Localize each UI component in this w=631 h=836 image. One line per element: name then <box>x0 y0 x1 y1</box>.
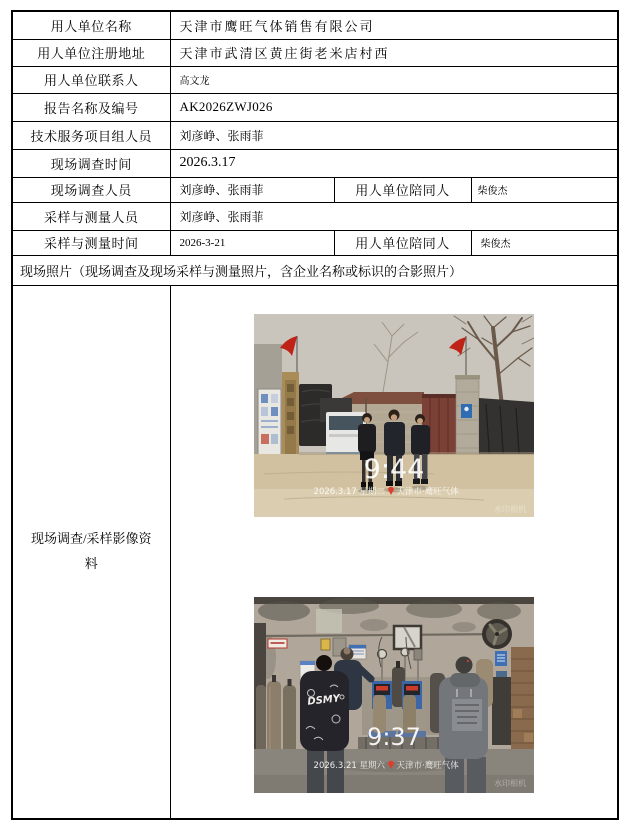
employer-contact-value: 高文龙 <box>170 66 618 93</box>
table-row <box>12 230 618 255</box>
survey-date-value: 2026.3.17 <box>170 149 618 177</box>
employer-name-value: 天津市鹰旺气体销售有限公司 <box>170 11 618 39</box>
table-row <box>12 66 618 93</box>
media-cell <box>170 285 618 819</box>
survey-staff-value: 刘彦峥、张雨菲 <box>170 177 334 202</box>
site-photo-gate <box>254 314 534 517</box>
media-row-label: 现场调查/采样影像资料 <box>12 285 170 819</box>
photo-watermark: 水印相机 <box>493 504 526 514</box>
employer-contact-label: 用人单位联系人 <box>12 66 170 93</box>
report-number-value: AK2026ZWJ026 <box>170 93 618 121</box>
photo-location: 天津市·鹰旺气体 <box>396 486 459 497</box>
escort-value-2: 柴俊杰 <box>471 230 618 255</box>
ground-near <box>254 489 534 517</box>
sampling-staff-value: 刘彦峥、张雨菲 <box>170 202 618 230</box>
table-row <box>12 149 618 177</box>
photos-section-header: 现场照片（现场调查及现场采样与测量照片，含企业名称或标识的合影照片） <box>12 255 618 285</box>
employer-name-label: 用人单位名称 <box>12 11 170 39</box>
photo-timestamp: 9:37 <box>366 722 421 751</box>
sampling-staff-label: 采样与测量人员 <box>12 202 170 230</box>
escort-label-1: 用人单位陪同人 <box>334 177 471 202</box>
table-row <box>12 93 618 121</box>
table-row <box>12 285 618 819</box>
site-survey-table <box>11 10 619 820</box>
table-row <box>12 255 618 285</box>
report-number-label: 报告名称及编号 <box>12 93 170 121</box>
fan-icon <box>482 619 512 649</box>
photo-stack <box>171 286 618 793</box>
photo-date: 2026.3.17 星期二 <box>313 486 385 497</box>
employer-address-value: 天津市武清区黄庄街老米店村西 <box>170 39 618 66</box>
escort-value-1: 柴俊杰 <box>471 177 618 202</box>
sampling-date-value: 2026-3-21 <box>170 230 334 255</box>
survey-staff-label: 现场调查人员 <box>12 177 170 202</box>
photo-date: 2026.3.21 星期六 <box>313 760 385 771</box>
floor-near <box>254 775 534 793</box>
photo-location: 天津市·鹰旺气体 <box>396 760 459 771</box>
photo-watermark: 水印相机 <box>493 778 526 788</box>
window <box>394 626 421 649</box>
site-photo-filling-room <box>254 597 534 793</box>
sampling-date-label: 采样与测量时间 <box>12 230 170 255</box>
project-team-value: 刘彦峥、张雨菲 <box>170 121 618 149</box>
photo-timestamp: 9:44 <box>363 453 425 485</box>
table-row <box>12 39 618 66</box>
employer-address-label: 用人单位注册地址 <box>12 39 170 66</box>
escort-label-2: 用人单位陪同人 <box>334 230 471 255</box>
table-row <box>12 121 618 149</box>
jacket-graphic-text: DSMY <box>306 692 341 708</box>
table-row <box>12 11 618 39</box>
dark-doorway <box>492 677 511 745</box>
survey-date-label: 现场调查时间 <box>12 149 170 177</box>
wall-poster <box>316 609 342 633</box>
table-row <box>12 177 618 202</box>
table-row <box>12 202 618 230</box>
project-team-label: 技术服务项目组人员 <box>12 121 170 149</box>
